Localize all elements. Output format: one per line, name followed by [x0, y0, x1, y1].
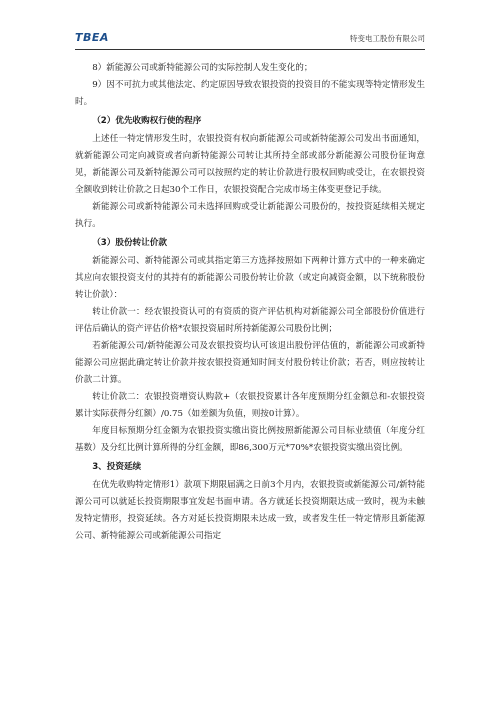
section-heading-extension: 3、投资延续 [92, 462, 142, 472]
paragraph-extension-1: 在优先收购特定情形1）款项下期限届满之日前3个月内，农银投资或新能源公司/新特能源公司可以就延长投资期限事宜发起书面申请。各方就延长投资期限达成一致时，视为未触发特定情形，投资延续。各方对延长投资期限未达成一致，或者发生任一特定情形且新能源公司、新特能源公司或新能源公司指定 [75, 480, 425, 541]
paragraph-item-8: 8）新能源公司或新特能源公司的实际控制人发生变化的； [92, 63, 313, 73]
company-logo: TBEA [75, 31, 109, 44]
section-heading-transfer-price: （3）股份转让价款 [92, 238, 167, 248]
section-heading-procedure: （2）优先收购权行使的程序 [92, 116, 202, 126]
paragraph-transfer-1: 新能源公司、新特能源公司或其指定第三方选择按照如下两种计算方式中的一种来确定其应向农银投资支付的其持有的新能源公司股份转让价款（或定向减资金额，以下统称股份转让价款）： [75, 256, 425, 300]
paragraph-transfer-3: 若新能源公司/新特能源公司及农银投资均认可该退出股份评估值的，新能源公司或新特能源公司应据此确定转让价款并按农银投资通知时间支付股份转让价款；若否，则应按转让价款二计算。 [75, 341, 425, 385]
paragraph-transfer-4: 转让价款二：农银投资增资认购款+（农银投资累计各年度预期分红金额总和-农银投资累计实际获得分红额）/0.75（如差额为负值，则按0计算）。 [75, 392, 425, 419]
paragraph-item-9: 9）因不可抗力或其他法定、约定原因导致农银投资的投资目的不能实现等特定情形发生时。 [75, 80, 425, 107]
paragraph-procedure-2: 新能源公司或新特能源公司未选择回购或受让新能源公司股份的，按投资延续相关规定执行。 [75, 202, 425, 229]
company-name: 特变电工股份有限公司 [350, 34, 425, 43]
paragraph-transfer-5: 年度目标预期分红金额为农银投资实缴出资比例按照新能源公司目标业绩值（年度分红基数）及分红比例计算所得的分红金额，即86,300万元*70%*农银投资实缴出资比例。 [75, 426, 425, 453]
paragraph-transfer-2: 转让价款一：经农银投资认可的有资质的资产评估机构对新能源公司全部股份价值进行评估后确认的资产评估价格*农银投资届时所持新能源公司股份比例； [75, 307, 425, 334]
page-header [75, 29, 425, 50]
document-body [75, 60, 425, 545]
paragraph-procedure-1: 上述任一特定情形发生时，农银投资有权向新能源公司或新特能源公司发出书面通知，就新能源公司定向减资或者向新特能源公司转让其所持全部或部分新能源公司股份征询意见，新能源公司及新特能源公司可以按照约定的转让价款进行股权回购或受让，在农银投资全额收到转让价款之日起30个工作日，农银投资配合完成市场主体变更登记手续。 [75, 134, 425, 195]
